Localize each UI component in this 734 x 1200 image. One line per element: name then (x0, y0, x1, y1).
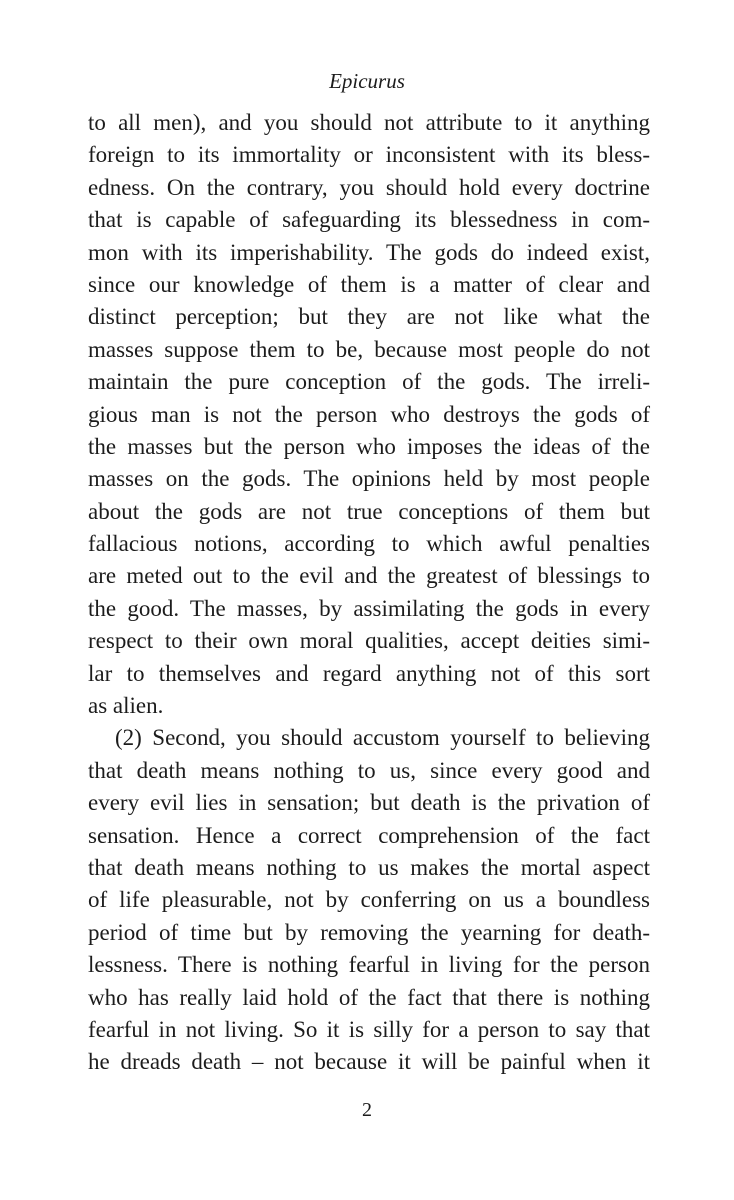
page-number: 2 (362, 1099, 372, 1121)
text-line: distinct perception; but they are not like what the (88, 304, 650, 330)
paragraph-2 (88, 722, 650, 1078)
text-line: gious man is not the person who destroys the gods of (88, 401, 650, 427)
text-line: fearful in not living. So it is silly for a person to say that (88, 1016, 650, 1042)
text-line: masses suppose them to be, because most people do not (88, 336, 650, 362)
text-line: maintain the pure conception of the gods. The irreli- (88, 369, 650, 395)
text-line: that death means nothing to us makes the mortal aspect (88, 854, 650, 880)
text-line: sensation. Hence a correct comprehension of the fact (88, 822, 650, 848)
text-line: of life pleasurable, not by conferring on us a boundless (88, 887, 650, 913)
text-line: mon with its imperishability. The gods do indeed exist, (88, 239, 650, 265)
text-line: (2) Second, you should accustom yourself to believing (115, 725, 650, 751)
text-line: are meted out to the evil and the greatest of blessings to (88, 563, 650, 589)
text-line: fallacious notions, according to which awful penalties (88, 531, 650, 557)
paragraph-1 (88, 107, 650, 722)
text-line: respect to their own moral qualities, accept deities simi- (88, 628, 650, 654)
text-line: since our knowledge of them is a matter of clear and (88, 271, 650, 297)
text-line: to all men), and you should not attribute to it anything (88, 110, 650, 135)
text-line: foreign to its immortality or inconsistent with its bless- (88, 142, 650, 168)
text-line: the good. The masses, by assimilating the gods in every (88, 595, 650, 621)
text-line: lessness. There is nothing fearful in living for the person (88, 952, 650, 978)
text-line: that is capable of safeguarding its blessedness in com- (88, 207, 650, 233)
body-text (88, 107, 650, 1079)
text-line: period of time but by removing the yearning for death- (88, 919, 650, 945)
text-line: that death means nothing to us, since every good and (88, 757, 650, 783)
running-head: Epicurus (329, 69, 405, 93)
text-line: masses on the gods. The opinions held by most people (88, 466, 650, 492)
text-line: as alien. (88, 693, 164, 719)
text-line: he dreads death – not because it will be painful when it (88, 1049, 650, 1075)
text-line: the masses but the person who imposes the ideas of the (88, 433, 650, 459)
text-line: edness. On the contrary, you should hold every doctrine (88, 174, 650, 200)
text-line: about the gods are not true conceptions of them but (88, 498, 650, 524)
text-line: who has really laid hold of the fact that there is nothing (88, 984, 650, 1010)
text-line: every evil lies in sensation; but death is the privation of (88, 790, 650, 816)
text-line: lar to themselves and regard anything not of this sort (88, 660, 650, 686)
